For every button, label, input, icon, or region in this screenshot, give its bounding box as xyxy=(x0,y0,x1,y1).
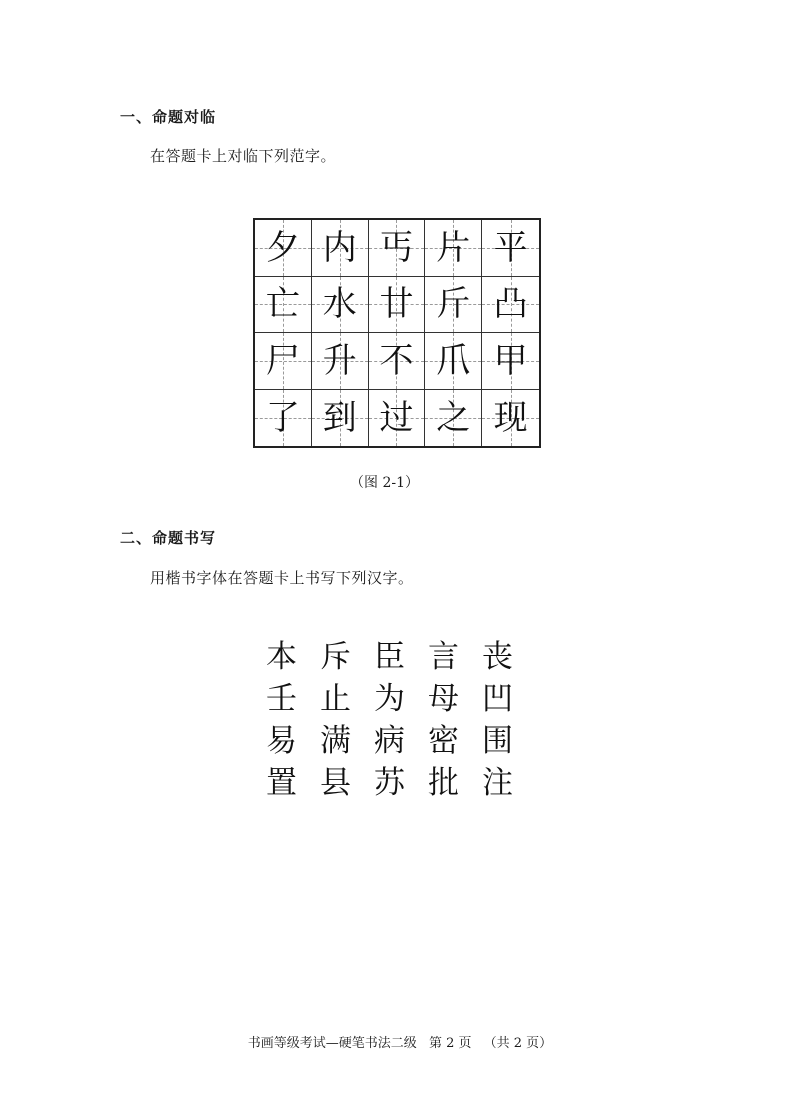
characters-to-write xyxy=(266,636,536,804)
character: 苏 xyxy=(374,765,405,801)
grid-cell xyxy=(255,390,312,447)
grid-character: 夕 xyxy=(265,227,300,268)
grid-cell xyxy=(255,220,312,277)
grid-cell xyxy=(312,390,369,447)
footer-exam-title: 书画等级考试—硬笔书法二级 xyxy=(247,1036,417,1051)
grid-character: 爪 xyxy=(436,340,471,381)
grid-cell xyxy=(482,390,539,447)
grid-character: 内 xyxy=(322,227,357,268)
grid-cell xyxy=(482,220,539,277)
character-row xyxy=(266,720,536,762)
grid-character: 亡 xyxy=(265,284,300,325)
grid-character: 片 xyxy=(436,227,471,268)
character: 臣 xyxy=(374,639,405,675)
grid-character: 不 xyxy=(379,340,414,381)
grid-cell xyxy=(369,333,426,390)
character: 县 xyxy=(320,765,351,801)
character-row xyxy=(266,762,536,804)
character: 置 xyxy=(266,765,297,801)
character: 批 xyxy=(428,765,459,801)
grid-character: 甲 xyxy=(493,340,528,381)
grid-cell xyxy=(255,277,312,334)
grid-cell xyxy=(425,390,482,447)
character: 母 xyxy=(428,681,459,717)
practice-grid xyxy=(253,218,541,448)
footer-page-total: （共 2 页） xyxy=(483,1036,553,1051)
grid-cell xyxy=(482,277,539,334)
character: 满 xyxy=(320,723,351,759)
footer-page-number: 第 2 页 xyxy=(428,1036,472,1051)
grid-cell xyxy=(369,277,426,334)
character: 止 xyxy=(320,681,351,717)
character: 本 xyxy=(266,639,297,675)
grid-cell xyxy=(312,277,369,334)
character-row xyxy=(266,636,536,678)
grid-character: 过 xyxy=(379,397,414,438)
page-footer xyxy=(0,1032,800,1051)
grid-cell xyxy=(369,220,426,277)
character: 凹 xyxy=(482,681,513,717)
grid-character: 凸 xyxy=(493,284,528,325)
grid-cell xyxy=(369,390,426,447)
grid-character: 平 xyxy=(493,227,528,268)
figure-caption: （图 2-1） xyxy=(350,475,419,491)
grid-cell xyxy=(312,220,369,277)
character: 围 xyxy=(482,723,513,759)
grid-character: 尸 xyxy=(265,340,300,381)
grid-character: 廿 xyxy=(379,284,414,325)
character: 言 xyxy=(428,639,459,675)
character: 斥 xyxy=(320,639,351,675)
grid-character: 斤 xyxy=(436,284,471,325)
character: 注 xyxy=(482,765,513,801)
section-1-heading: 一、命题对临 xyxy=(120,108,217,126)
grid-cell xyxy=(425,333,482,390)
grid-cell xyxy=(425,277,482,334)
character: 壬 xyxy=(266,681,297,717)
grid-character: 之 xyxy=(436,397,471,438)
section-2-heading: 二、命题书写 xyxy=(120,529,217,547)
grid-character: 了 xyxy=(265,397,300,438)
grid-cell xyxy=(255,333,312,390)
character-row xyxy=(266,678,536,720)
character: 易 xyxy=(266,723,297,759)
character: 丧 xyxy=(482,639,513,675)
grid-cell xyxy=(482,333,539,390)
grid-character: 升 xyxy=(322,340,357,381)
grid-cell xyxy=(425,220,482,277)
grid-character: 水 xyxy=(322,284,357,325)
grid-cell xyxy=(312,333,369,390)
character: 密 xyxy=(428,723,459,759)
grid-character: 丐 xyxy=(379,227,414,268)
grid-character: 到 xyxy=(322,397,357,438)
section-1-instruction: 在答题卡上对临下列范字。 xyxy=(150,147,337,165)
character: 病 xyxy=(374,723,405,759)
grid-character: 现 xyxy=(493,397,528,438)
section-2-instruction: 用楷书字体在答题卡上书写下列汉字。 xyxy=(150,569,414,587)
character: 为 xyxy=(374,681,405,717)
